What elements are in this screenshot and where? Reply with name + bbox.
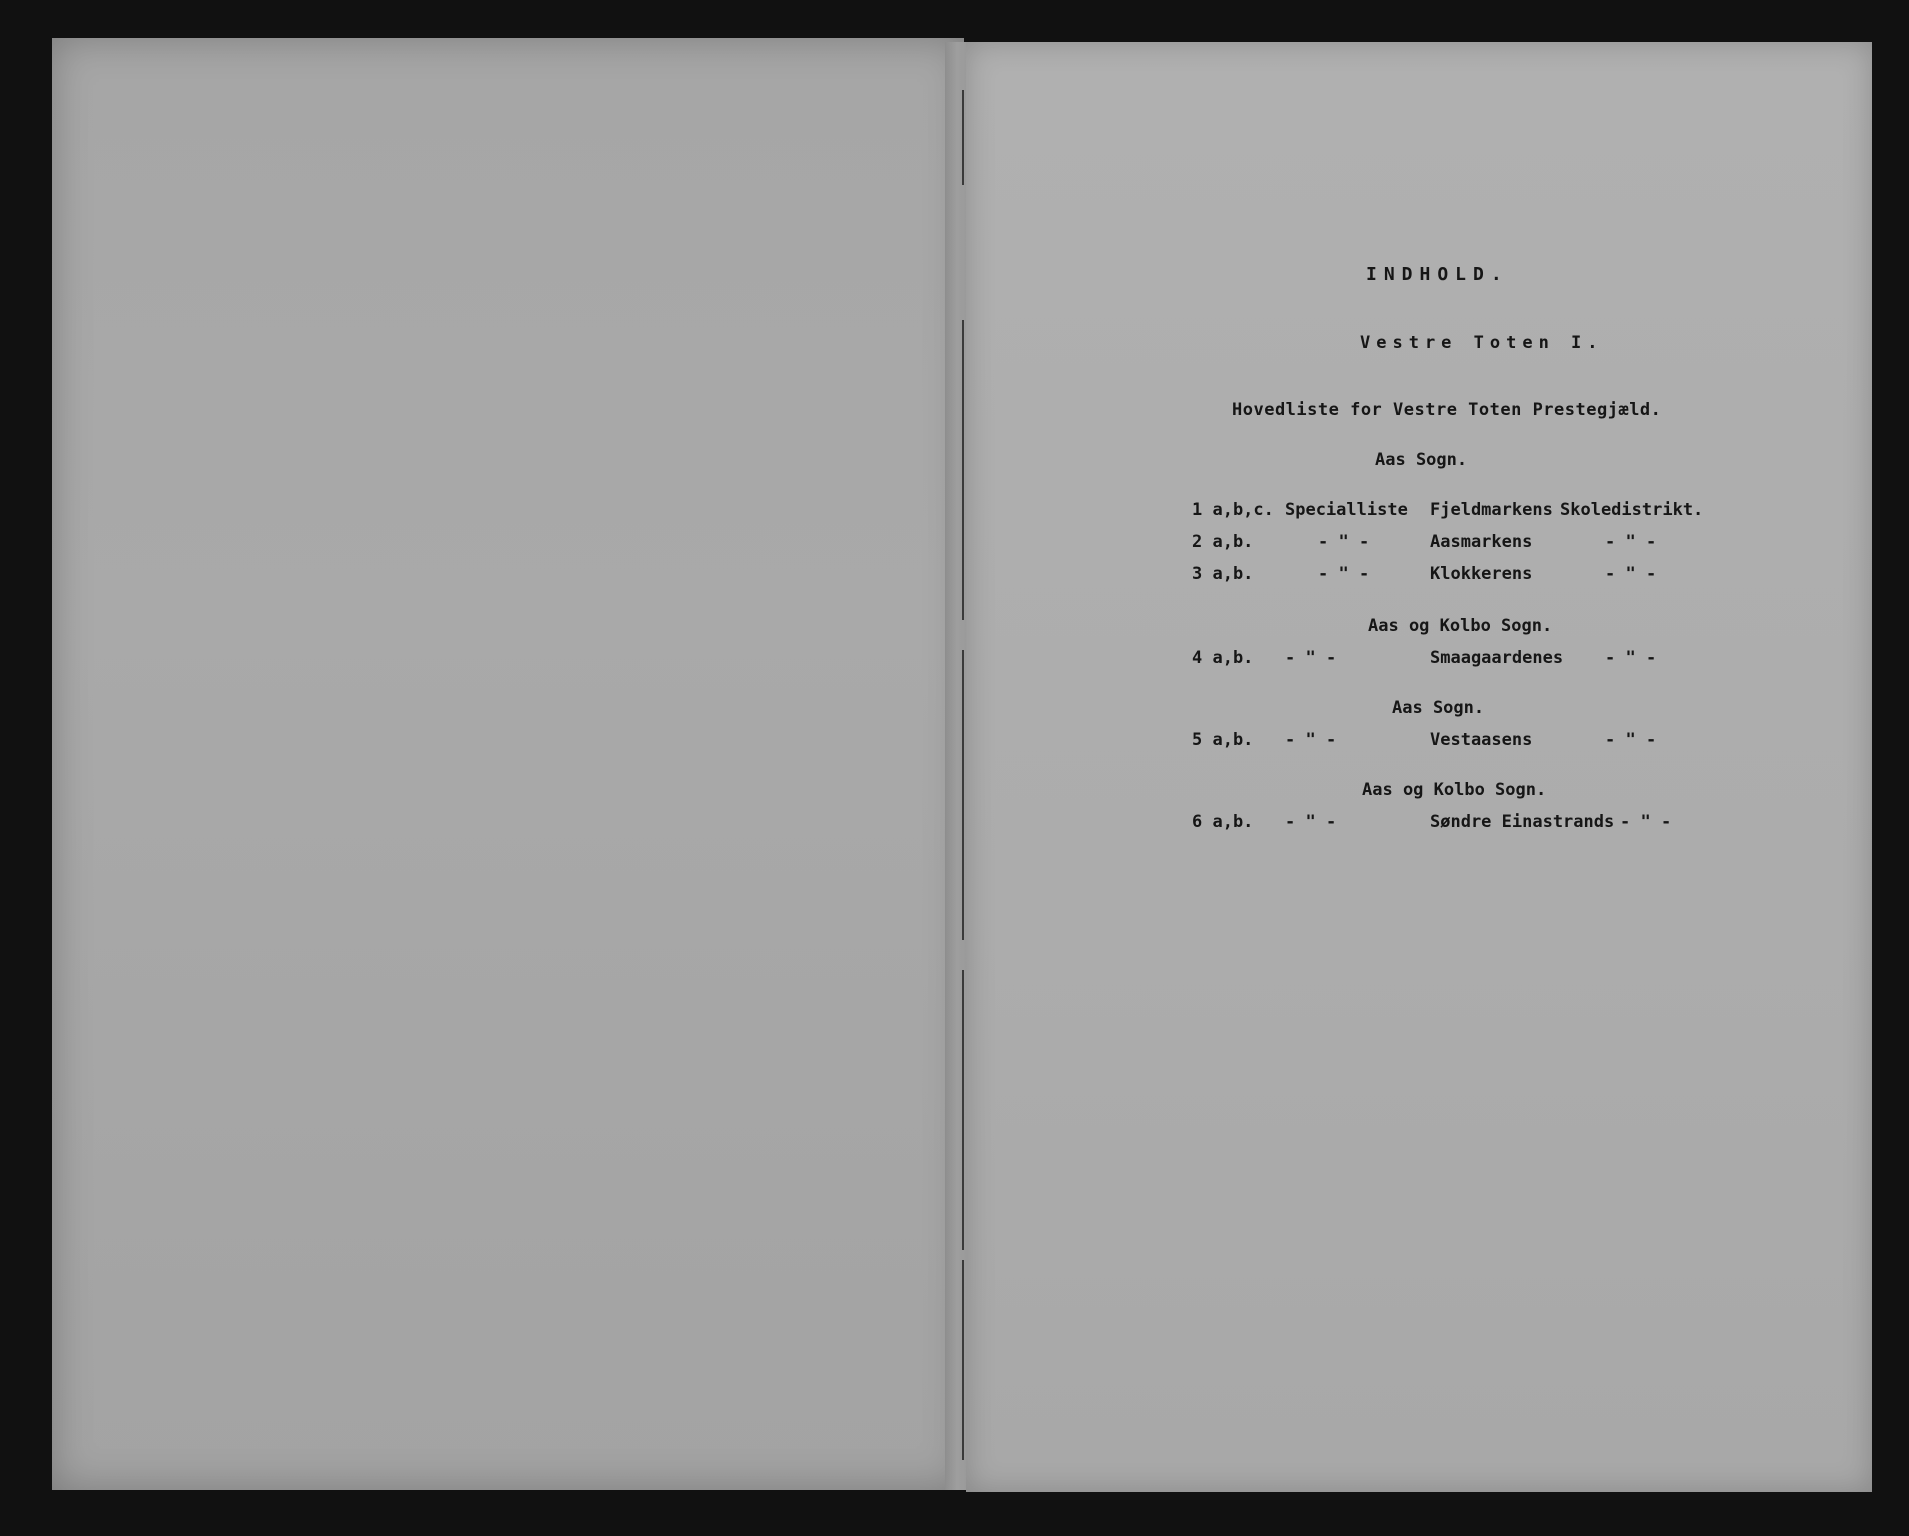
entry-tail: - " -: [1620, 812, 1672, 832]
entry-label: - " -: [1285, 812, 1337, 832]
entry-tail: - " -: [1605, 532, 1657, 552]
district-name: Aasmarkens: [1430, 532, 1533, 552]
parish-heading: Aas og Kolbo Sogn.: [1368, 616, 1553, 636]
district-name: Klokkerens: [1430, 564, 1533, 584]
entry-number: 5 a,b.: [1192, 730, 1254, 750]
entry-tail: - " -: [1605, 564, 1657, 584]
district-name: Vestaasens: [1430, 730, 1533, 750]
entry-label: - " -: [1318, 532, 1370, 552]
document-heading: INDHOLD.: [1366, 264, 1509, 285]
parish-heading: Aas Sogn.: [1392, 698, 1485, 718]
entry-tail: - " -: [1605, 730, 1657, 750]
entry-number: 1 a,b,c.: [1192, 500, 1274, 520]
entry-tail: Skoledistrikt.: [1560, 500, 1704, 520]
entry-label: - " -: [1318, 564, 1370, 584]
entry-number: 2 a,b.: [1192, 532, 1254, 552]
district-name: Søndre Einastrands: [1430, 812, 1615, 832]
district-name: Smaagaardenes: [1430, 648, 1564, 668]
district-name: Fjeldmarkens: [1430, 500, 1553, 520]
entry-number: 6 a,b.: [1192, 812, 1254, 832]
entry-label: - " -: [1285, 730, 1337, 750]
parish-heading: Aas og Kolbo Sogn.: [1362, 780, 1547, 800]
parish-heading: Aas Sogn.: [1375, 450, 1468, 470]
document-subheading: Vestre Toten I.: [1360, 333, 1604, 353]
entry-label: Specialliste: [1285, 500, 1408, 520]
entry-number: 3 a,b.: [1192, 564, 1254, 584]
entry-number: 4 a,b.: [1192, 648, 1254, 668]
main-list-line: Hovedliste for Vestre Toten Prestegjæld.: [1232, 400, 1662, 420]
entry-tail: - " -: [1605, 648, 1657, 668]
entry-label: - " -: [1285, 648, 1337, 668]
